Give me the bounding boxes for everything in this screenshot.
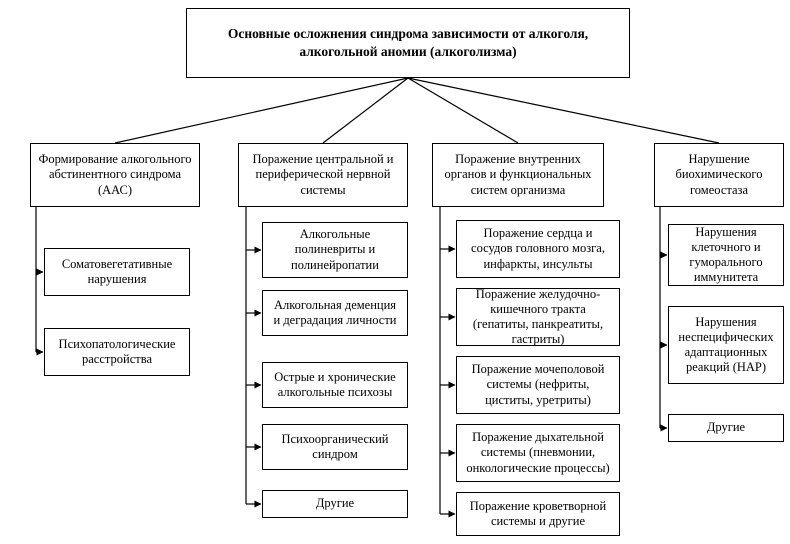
column-4-child-1: Нарушения клеточного и гуморального иммунитета xyxy=(668,224,784,286)
column-2-child-5: Другие xyxy=(262,490,408,518)
column-1-child-1: Соматовегетативные нарушения xyxy=(44,248,190,296)
root-to-col1-line xyxy=(115,78,408,143)
column-3-child-3: Поражение мочеполовой системы (нефриты, циститы, уретриты) xyxy=(456,356,620,414)
column-4-header: Нарушение биохимического гомеостаза xyxy=(654,143,784,207)
column-2-child-4: Психоорганический синдром xyxy=(262,424,408,470)
column-4-child-3: Другие xyxy=(668,414,784,442)
root-to-col3-line xyxy=(408,78,518,143)
column-2-child-1: Алкогольные полиневриты и полинейропатии xyxy=(262,222,408,278)
column-3-header: Поражение внутренних органов и функциональных систем организма xyxy=(432,143,604,207)
column-4-child-2: Нарушения неспецифических адаптационных реакций (НАР) xyxy=(668,306,784,384)
column-3-child-4: Поражение дыхательной системы (пневмонии, онкологические процессы) xyxy=(456,424,620,482)
column-2-child-3: Острые и хронические алкогольные психозы xyxy=(262,362,408,408)
column-3-child-2: Поражение желудочно-кишечного тракта (гепатиты, панкреатиты, гастриты) xyxy=(456,288,620,346)
column-1-header: Формирование алкогольного абстинентного синдрома (ААС) xyxy=(30,143,200,207)
column-2-header: Поражение центральной и периферической нервной системы xyxy=(238,143,408,207)
column-1-child-2: Психопатологические расстройства xyxy=(44,328,190,376)
root-to-col4-line xyxy=(408,78,719,143)
column-3-child-1: Поражение сердца и сосудов головного мозга, инфаркты, инсульты xyxy=(456,220,620,278)
column-3-child-5: Поражение кроветворной системы и другие xyxy=(456,492,620,536)
column-2-child-2: Алкогольная деменция и деградация личности xyxy=(262,290,408,336)
root-node-title: Основные осложнения синдрома зависимости от алкоголя, алкогольной аномии (алкоголизма) xyxy=(186,8,630,78)
